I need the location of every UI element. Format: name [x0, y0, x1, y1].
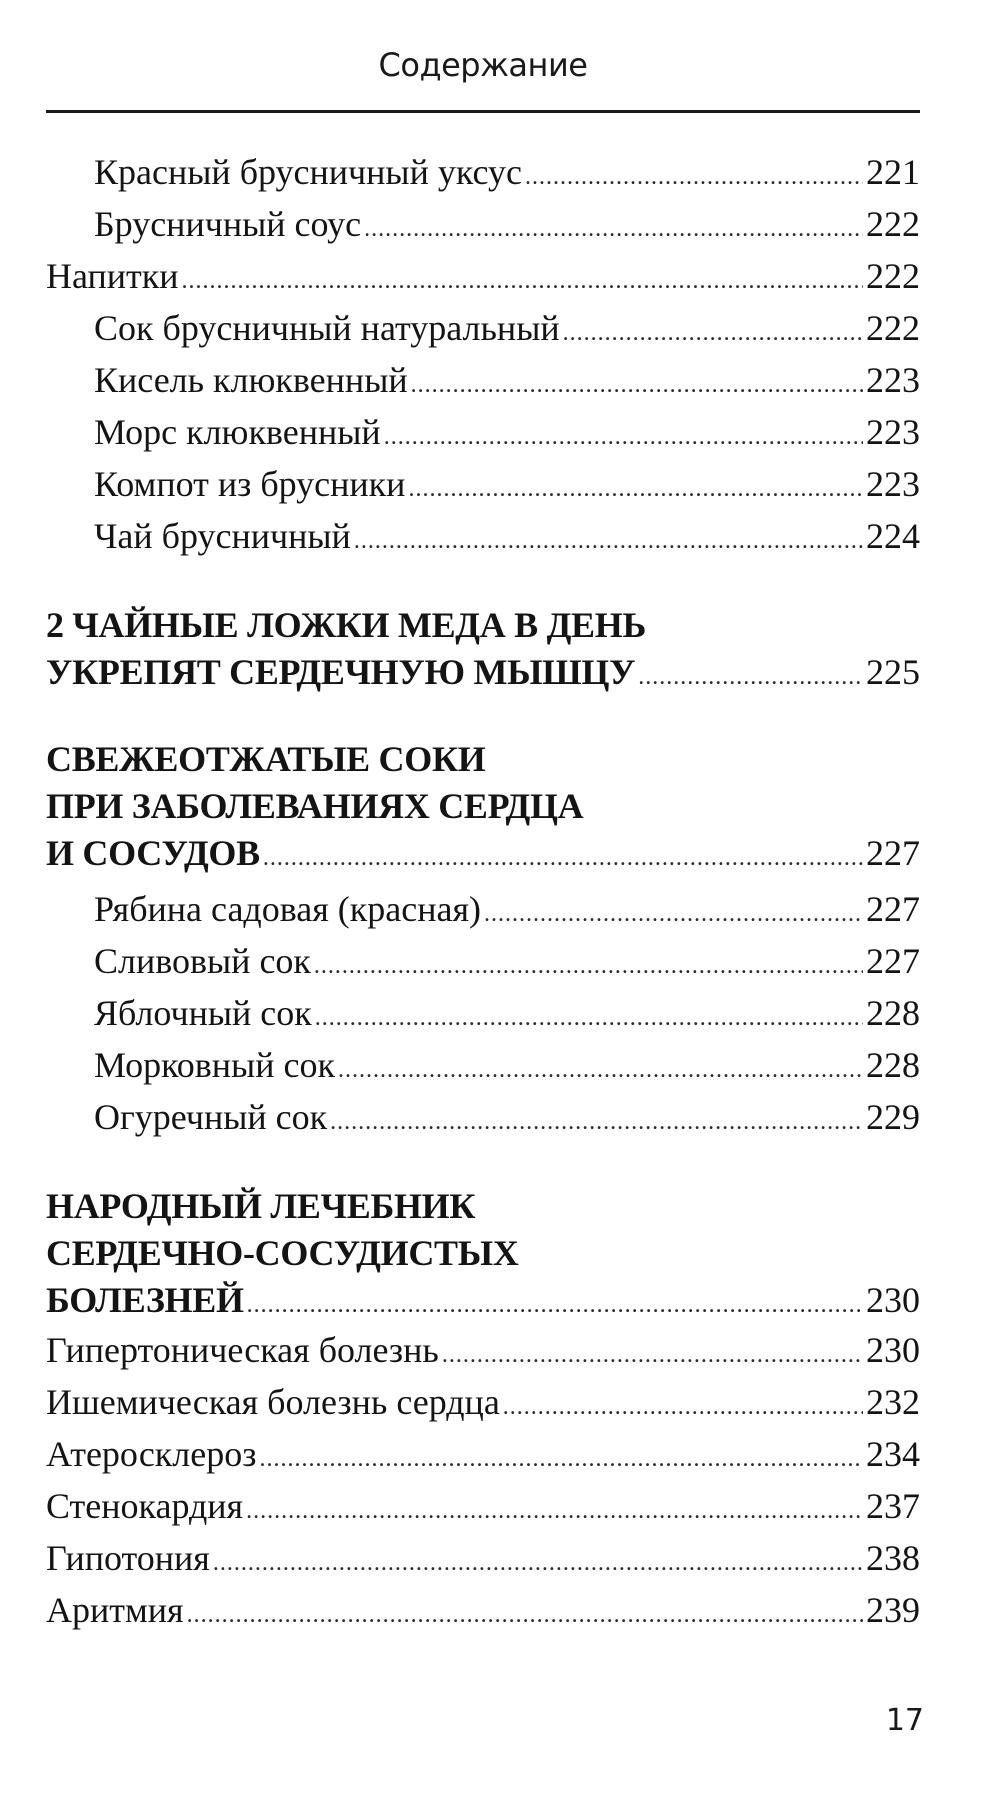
toc-entry-title: Сок брусничный натуральный	[94, 308, 560, 348]
toc-entry-page: 227	[866, 889, 920, 929]
dot-leader	[315, 992, 863, 1044]
toc-entry	[46, 935, 920, 987]
toc-entry-page: 230	[866, 1280, 920, 1320]
toc-entry-title: Атеросклероз	[46, 1434, 257, 1474]
toc-entry-title: Морковный сок	[94, 1045, 335, 1085]
running-title: Содержание	[378, 46, 588, 84]
page-number: 17	[885, 1703, 924, 1738]
toc-entry-title: Напитки	[46, 256, 179, 296]
toc-entry	[46, 302, 920, 354]
toc-entry-title: Кисель клюквенный	[94, 360, 408, 400]
toc-entry-page: 234	[866, 1434, 920, 1474]
dot-leader	[354, 515, 863, 567]
toc-entry-title: Сливовый сок	[94, 941, 311, 981]
toc-entry-title: Гипотония	[46, 1538, 210, 1578]
toc-entry	[46, 354, 920, 406]
table-of-contents	[46, 146, 920, 1636]
dot-leader	[314, 940, 863, 992]
toc-entry	[46, 830, 920, 877]
dot-leader	[246, 1485, 863, 1537]
toc-entry-page: 230	[866, 1330, 920, 1370]
toc-entry	[46, 1039, 920, 1091]
toc-entry-page: 227	[866, 833, 920, 873]
dot-leader	[259, 1433, 863, 1485]
toc-entry	[46, 406, 920, 458]
dot-leader	[442, 1329, 863, 1381]
toc-entry-title: Рябина садовая (красная)	[94, 889, 482, 929]
toc-entry-title: Аритмия	[46, 1590, 184, 1630]
dot-leader	[263, 835, 863, 882]
toc-entry	[46, 883, 920, 935]
section-heading-line: ПРИ ЗАБОЛЕВАНИЯХ СЕРДЦА	[46, 786, 584, 826]
section-heading-line: УКРЕПЯТ СЕРДЕЧНУЮ МЫШЦУ	[46, 652, 636, 692]
toc-entry-page: 224	[866, 516, 920, 556]
toc-entry-page: 225	[866, 652, 920, 692]
dot-leader	[484, 888, 863, 940]
toc-entry-page: 232	[866, 1382, 920, 1422]
dot-leader	[525, 151, 863, 203]
dot-leader	[338, 1044, 863, 1096]
dot-leader	[330, 1096, 863, 1148]
toc-entry-title: Компот из брусники	[94, 464, 406, 504]
toc-entry	[46, 198, 920, 250]
toc-entry-page: 221	[866, 152, 920, 192]
toc-entry-page: 223	[866, 412, 920, 452]
toc-entry-title: Красный брусничный уксус	[94, 152, 522, 192]
section-heading-line: НАРОДНЫЙ ЛЕЧЕБНИК	[46, 1186, 476, 1226]
toc-entry-page: 222	[866, 204, 920, 244]
toc-section-honey	[46, 602, 920, 696]
toc-entry-page: 228	[866, 1045, 920, 1085]
dot-leader	[213, 1537, 863, 1589]
toc-entry	[46, 146, 920, 198]
toc-section-folk	[46, 1183, 920, 1636]
toc-entry-title: Огуречный сок	[94, 1097, 328, 1137]
toc-entry-title: Брусничный соус	[94, 204, 362, 244]
toc-entry	[46, 1584, 920, 1636]
toc-entry	[46, 1532, 920, 1584]
toc-entry-title: Морс клюквенный	[94, 412, 381, 452]
toc-entry-page: 237	[866, 1486, 920, 1526]
section-heading-line: БОЛЕЗНЕЙ	[46, 1280, 244, 1320]
toc-entry	[46, 1480, 920, 1532]
dot-leader	[247, 1282, 863, 1329]
section-heading-line: И СОСУДОВ	[46, 833, 260, 873]
toc-entry-title: Стенокардия	[46, 1486, 244, 1526]
toc-entry-page: 222	[866, 308, 920, 348]
toc-entry-title: Чай брусничный	[94, 516, 351, 556]
dot-leader	[563, 307, 863, 359]
dot-leader	[411, 359, 863, 411]
toc-section-juices	[46, 736, 920, 1143]
toc-entry	[46, 1091, 920, 1143]
toc-entry-page: 229	[866, 1097, 920, 1137]
toc-entry	[46, 250, 920, 302]
header-rule	[46, 110, 920, 113]
dot-leader	[364, 203, 863, 255]
dot-leader	[187, 1589, 863, 1641]
toc-entry	[46, 510, 920, 562]
toc-entry-page: 239	[866, 1590, 920, 1630]
dot-leader	[503, 1381, 863, 1433]
toc-entry-title: Гипертоническая болезнь	[46, 1330, 439, 1370]
toc-entry-page: 223	[866, 360, 920, 400]
toc-entry-page: 223	[866, 464, 920, 504]
toc-entry	[46, 1324, 920, 1376]
section-heading-line: СЕРДЕЧНО-СОСУДИСТЫХ	[46, 1233, 519, 1273]
toc-entry	[46, 1376, 920, 1428]
toc-entry	[46, 987, 920, 1039]
toc-entry-page: 227	[866, 941, 920, 981]
dot-leader	[638, 654, 863, 701]
toc-entry	[46, 649, 920, 696]
toc-entry	[46, 458, 920, 510]
toc-entry	[46, 1428, 920, 1480]
dot-leader	[384, 411, 863, 463]
toc-entry-title: Яблочный сок	[94, 993, 312, 1033]
toc-entry-page: 238	[866, 1538, 920, 1578]
toc-entry-title: Ишемическая болезнь сердца	[46, 1382, 500, 1422]
section-heading-line: 2 ЧАЙНЫЕ ЛОЖКИ МЕДА В ДЕНЬ	[46, 605, 646, 645]
dot-leader	[182, 255, 863, 307]
section-heading-line: СВЕЖЕОТЖАТЫЕ СОКИ	[46, 739, 486, 779]
toc-entry-page: 228	[866, 993, 920, 1033]
toc-entry	[46, 1277, 920, 1324]
dot-leader	[408, 463, 863, 515]
toc-entry-page: 222	[866, 256, 920, 296]
